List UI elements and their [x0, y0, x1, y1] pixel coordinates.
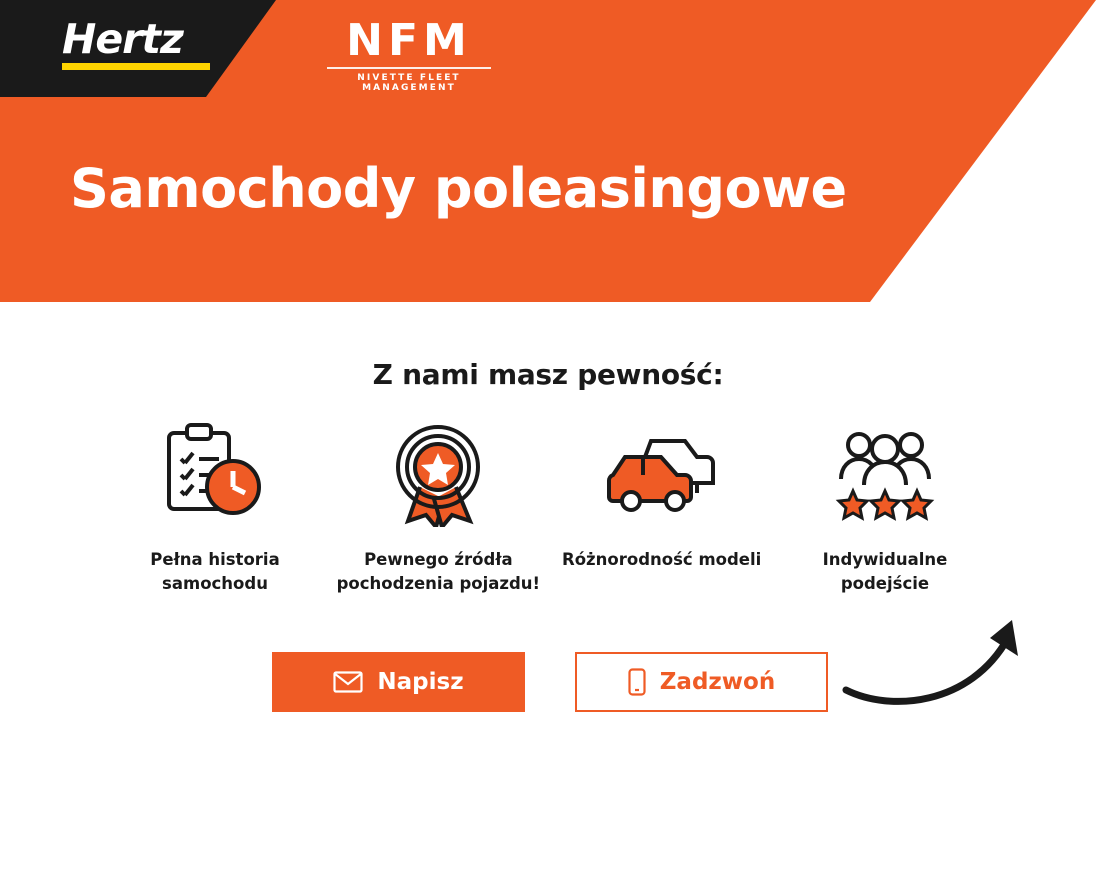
nfm-logo — [324, 17, 494, 93]
feature-item — [780, 420, 990, 596]
action-buttons — [272, 652, 828, 712]
people-stars-icon — [780, 420, 990, 530]
clipboard-clock-icon — [110, 420, 320, 530]
feature-label: Różnorodność modeli — [562, 550, 762, 569]
call-button-label: Zadzwoń — [659, 669, 776, 695]
features-list — [110, 420, 990, 596]
feature-item — [333, 420, 543, 596]
feature-label: Indywidualne podejście — [822, 550, 948, 593]
hertz-logo — [62, 17, 212, 70]
feature-item — [110, 420, 320, 596]
nfm-logo-tagline: NIVETTE FLEET MANAGEMENT — [357, 73, 461, 93]
curved-arrow-icon — [840, 612, 1030, 712]
cars-icon — [557, 420, 767, 530]
nfm-logo-text: NFM — [346, 15, 472, 66]
page-title: Samochody poleasingowe — [70, 157, 847, 220]
feature-label: Pełna historia samochodu — [150, 550, 280, 593]
section-title: Z nami masz pewność: — [372, 358, 724, 391]
envelope-icon — [333, 671, 363, 693]
phone-icon — [628, 668, 646, 696]
call-button[interactable] — [575, 652, 828, 712]
write-button-label: Napisz — [377, 669, 464, 695]
nfm-logo-rule — [327, 67, 491, 69]
feature-label: Pewnego źródła pochodzenia pojazdu! — [336, 550, 541, 593]
hertz-logo-text: Hertz — [62, 15, 183, 63]
feature-item — [557, 420, 767, 596]
header-band — [0, 0, 1096, 302]
hertz-logo-underline — [62, 63, 210, 70]
award-ribbon-icon — [333, 420, 543, 530]
write-button[interactable] — [272, 652, 525, 712]
